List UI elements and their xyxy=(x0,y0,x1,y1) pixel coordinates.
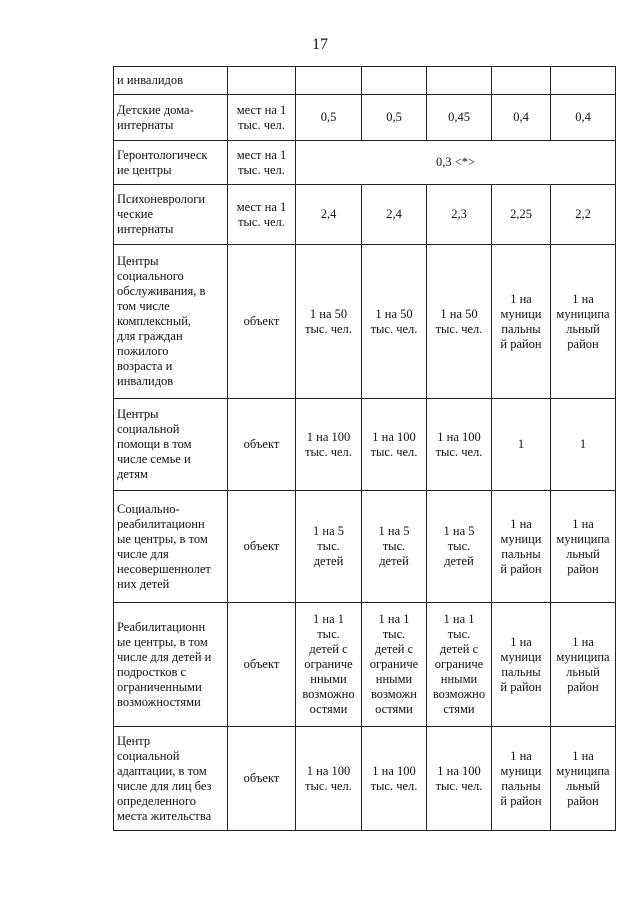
page-number: 17 xyxy=(312,36,328,53)
value-cell: 1 на 100 тыс. чел. xyxy=(362,727,427,831)
unit-cell: мест на 1 тыс. чел. xyxy=(228,141,296,185)
table-row xyxy=(114,185,616,245)
value-cell: 1 на 5 тыс. детей xyxy=(296,491,362,603)
value-cell: 1 на 100 тыс. чел. xyxy=(362,399,427,491)
value-cell: 0,45 xyxy=(427,95,492,141)
value-cell xyxy=(551,67,616,95)
value-cell xyxy=(492,67,551,95)
value-cell: 1 на муници пальны й район xyxy=(492,727,551,831)
merged-value-cell: 0,3 <*> xyxy=(296,141,616,185)
table-row xyxy=(114,67,616,95)
facility-name-cell: Психоневрологи ческие интернаты xyxy=(114,185,228,245)
value-cell: 1 на 5 тыс. детей xyxy=(427,491,492,603)
unit-cell: объект xyxy=(228,603,296,727)
value-cell: 1 xyxy=(492,399,551,491)
facility-name-cell: Центры социальной помощи в том числе семье и детям xyxy=(114,399,228,491)
value-cell: 1 на 1 тыс. детей с ограниче нными возможно стями xyxy=(427,603,492,727)
value-cell: 1 на 5 тыс. детей xyxy=(362,491,427,603)
table-row xyxy=(114,399,616,491)
value-cell: 1 на муниципа льный район xyxy=(551,245,616,399)
value-cell: 1 на 100 тыс. чел. xyxy=(296,727,362,831)
value-cell: 0,4 xyxy=(551,95,616,141)
value-cell: 0,5 xyxy=(296,95,362,141)
value-cell: 1 на 50 тыс. чел. xyxy=(362,245,427,399)
value-cell xyxy=(296,67,362,95)
value-cell: 1 на 100 тыс. чел. xyxy=(296,399,362,491)
value-cell: 0,4 xyxy=(492,95,551,141)
table-row xyxy=(114,95,616,141)
facility-name-cell: Социально- реабилитационн ые центры, в том числе для несовершеннолет них детей xyxy=(114,491,228,603)
unit-cell: мест на 1 тыс. чел. xyxy=(228,185,296,245)
facility-name-cell: Детские дома- интернаты xyxy=(114,95,228,141)
value-cell: 1 на муниципа льный район xyxy=(551,603,616,727)
value-cell: 2,4 xyxy=(296,185,362,245)
value-cell: 2,3 xyxy=(427,185,492,245)
value-cell: 0,5 xyxy=(362,95,427,141)
table-row xyxy=(114,727,616,831)
value-cell: 1 на 50 тыс. чел. xyxy=(427,245,492,399)
value-cell xyxy=(362,67,427,95)
unit-cell: объект xyxy=(228,245,296,399)
value-cell: 1 на муниципа льный район xyxy=(551,491,616,603)
value-cell: 1 на 50 тыс. чел. xyxy=(296,245,362,399)
facility-name-cell: Центр социальной адаптации, в том числе для лиц без определенного места жительства xyxy=(114,727,228,831)
facility-name-cell: Реабилитационн ые центры, в том числе для детей и подростков с ограниченными возможностями xyxy=(114,603,228,727)
unit-cell: объект xyxy=(228,491,296,603)
unit-cell: объект xyxy=(228,399,296,491)
unit-cell: объект xyxy=(228,727,296,831)
value-cell: 1 на муници пальны й район xyxy=(492,491,551,603)
value-cell xyxy=(427,67,492,95)
value-cell: 2,2 xyxy=(551,185,616,245)
table-row xyxy=(114,603,616,727)
facility-name-cell: Центры социального обслуживания, в том числе комплексный, для граждан пожилого возраста и инвалидов xyxy=(114,245,228,399)
value-cell: 1 на муници пальны й район xyxy=(492,603,551,727)
value-cell: 1 на 100 тыс. чел. xyxy=(427,399,492,491)
unit-cell xyxy=(228,67,296,95)
value-cell: 1 xyxy=(551,399,616,491)
value-cell: 1 на муници пальны й район xyxy=(492,245,551,399)
value-cell: 1 на 1 тыс. детей с ограниче нными возможн остями xyxy=(362,603,427,727)
unit-cell: мест на 1 тыс. чел. xyxy=(228,95,296,141)
norms-table-body xyxy=(114,67,616,831)
table-row xyxy=(114,245,616,399)
facility-name-cell: Геронтологическ ие центры xyxy=(114,141,228,185)
table-row xyxy=(114,141,616,185)
value-cell: 1 на 100 тыс. чел. xyxy=(427,727,492,831)
value-cell: 1 на муниципа льный район xyxy=(551,727,616,831)
norms-table xyxy=(113,66,616,831)
facility-name-cell: и инвалидов xyxy=(114,67,228,95)
value-cell: 2,25 xyxy=(492,185,551,245)
value-cell: 1 на 1 тыс. детей с ограниче нными возможно остями xyxy=(296,603,362,727)
table-row xyxy=(114,491,616,603)
value-cell: 2,4 xyxy=(362,185,427,245)
